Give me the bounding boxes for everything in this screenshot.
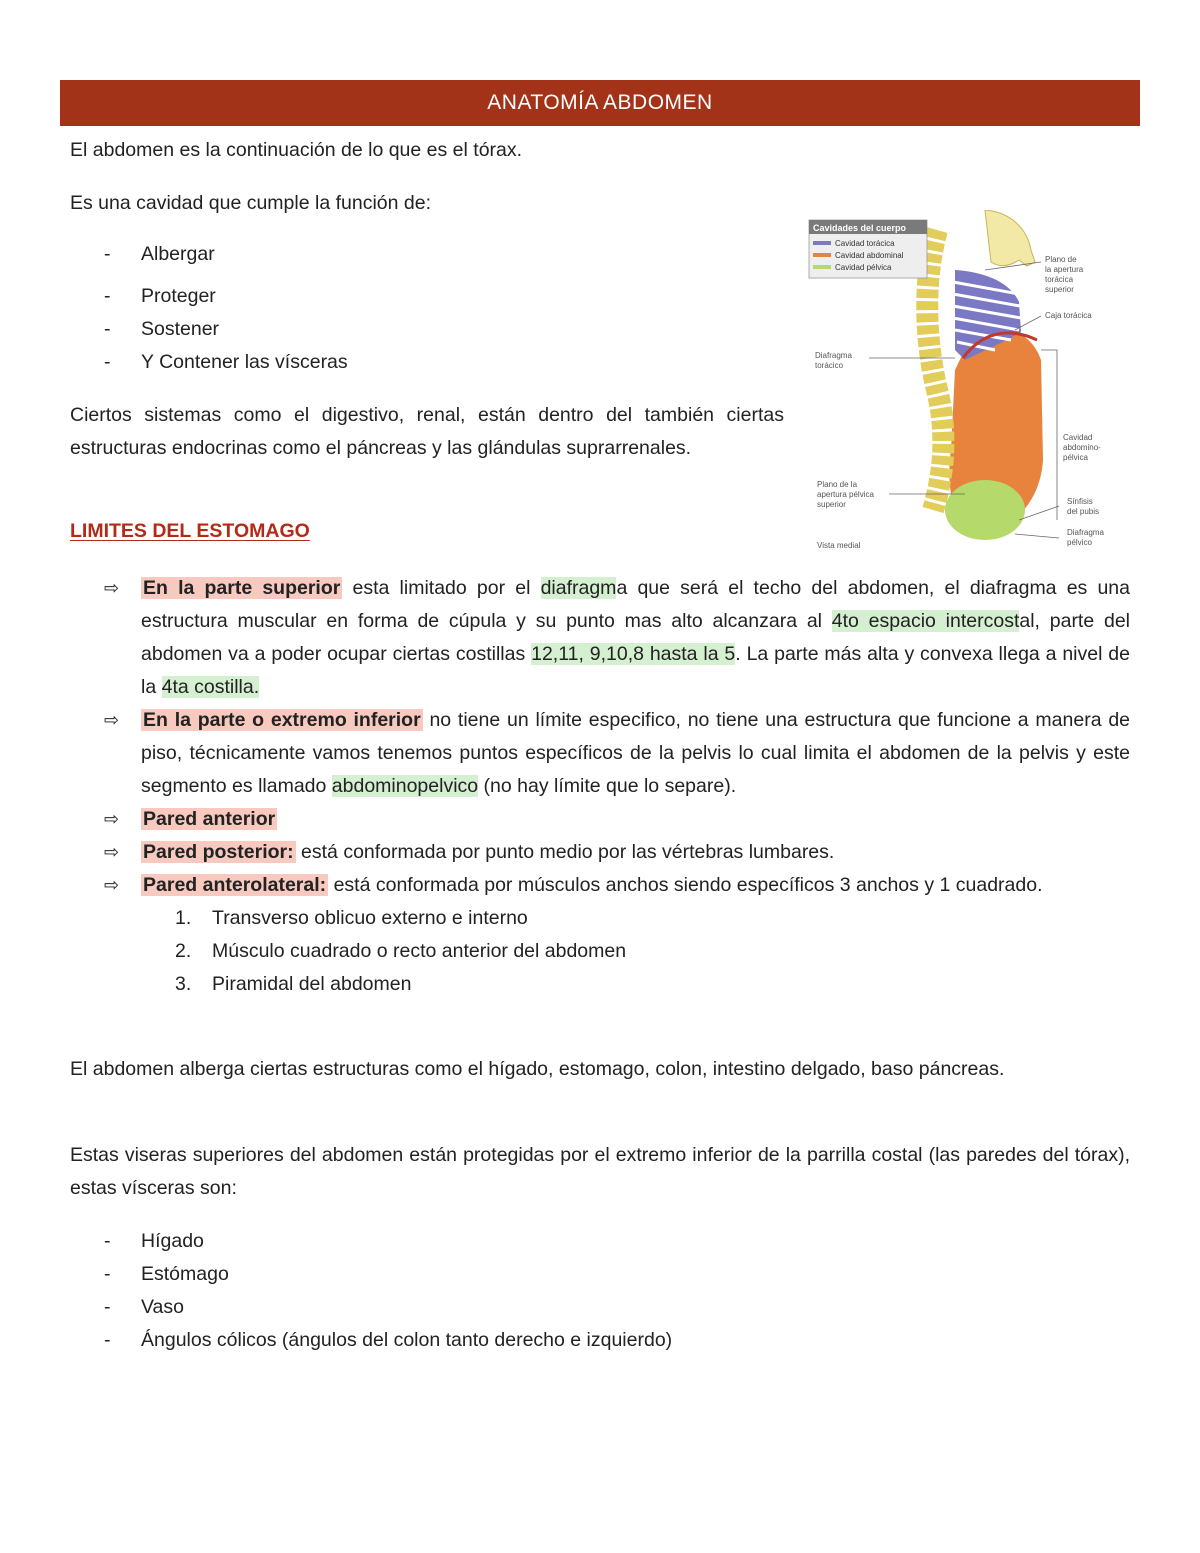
figure-label: Caja torácica (1045, 311, 1092, 320)
list-item: - Hígado (70, 1225, 672, 1258)
list-item: - Estómago (70, 1258, 672, 1291)
list-item: ⇨ En la parte superior esta limitado por el diafragma que será el techo del abdomen, el diafragma es una estructura muscular en forma de cúpula y su punto mas alto alcanzara al 4to espacio intercostal, parte del abdomen va a poder ocupar ciertas costillas 12,11, 9,10,8 hasta la 5. La parte más alta y convexa llega a nivel de la 4ta costilla. (70, 572, 1130, 704)
list-item: - Proteger (70, 280, 348, 313)
arrow-right-icon: ⇨ (104, 578, 120, 598)
arrow-right-icon: ⇨ (104, 875, 120, 895)
list-item: - Ángulos cólicos (ángulos del colon tanto derecho e izquierdo) (70, 1324, 672, 1357)
figure-label: Sínfisis (1067, 497, 1093, 506)
list-item: 1. Transverso oblicuo externo e interno (175, 907, 528, 929)
legend-swatch (813, 265, 831, 269)
figure-label: superior (1045, 285, 1074, 294)
section-heading: LIMITES DEL ESTOMAGO (70, 520, 310, 542)
list-item: ⇨ En la parte o extremo inferior no tiene un límite especifico, no tiene una estructura que funcione a manera de piso, técnicamente vamos tenemos puntos específicos de la pelvis lo cual limita el abdomen de la pelvis y este segmento es llamado abdominopelvico (no hay límite que lo separe). (70, 704, 1130, 803)
arrow-right-icon: ⇨ (104, 842, 120, 862)
figure-label: Vista medial (817, 541, 861, 550)
figure-label: Diafragma (1067, 528, 1104, 537)
figure-title: Cavidades del cuerpo (813, 223, 907, 233)
body-cavities-figure (805, 210, 1123, 558)
title-banner (60, 80, 1140, 126)
figure-label: apertura pélvica (817, 490, 874, 499)
figure-label: Cavidad (1063, 433, 1093, 442)
legend-swatch (813, 253, 831, 257)
figure-label: Plano de (1045, 255, 1077, 264)
figure-label: superior (817, 500, 846, 509)
viscera-list (70, 1225, 672, 1357)
figure-label: torácica (1045, 275, 1074, 284)
list-item: ⇨ Pared posterior: está conformada por punto medio por las vértebras lumbares. (70, 836, 1130, 869)
figure-label: torácico (815, 361, 844, 370)
list-item: 2. Músculo cuadrado o recto anterior del abdomen (175, 940, 627, 962)
legend-label: Cavidad abdominal (835, 251, 904, 260)
intro-paragraph-1: El abdomen es la continuación de lo que es el tórax. (70, 139, 523, 161)
legend-swatch (813, 241, 831, 245)
figure-label: Diafragma (815, 351, 852, 360)
list-item: - Sostener (70, 313, 348, 346)
list-item: 3. Piramidal del abdomen (175, 973, 412, 995)
outro-paragraph-2: Estas viseras superiores del abdomen están protegidas por el extremo inferior de la parrilla costal (las paredes del tórax), estas vísceras son: (70, 1144, 1130, 1199)
arrow-right-icon: ⇨ (104, 809, 120, 829)
figure-label: del pubis (1067, 507, 1100, 516)
arrow-right-icon: ⇨ (104, 710, 120, 730)
figure-label: la apertura (1045, 265, 1084, 274)
list-item: - Y Contener las vísceras (70, 346, 348, 379)
list-item: ⇨ Pared anterolateral: está conformada por músculos anchos siendo específicos 3 anchos y 1 cuadrado. 1. Transverso oblicuo externo e interno 2. Músculo cuadrado o recto anterior del abdomen 3. Piramidal del abdomen (70, 869, 1130, 1001)
figure-label: pélvico (1067, 538, 1092, 547)
figure-label: Plano de la (817, 480, 858, 489)
functions-list (70, 238, 348, 379)
intro-paragraph-3: Ciertos sistemas como el digestivo, renal, están dentro del también ciertas estructuras endocrinas como el páncreas y las glándulas suprarrenales. (70, 404, 784, 459)
list-item: - Vaso (70, 1291, 672, 1324)
limits-list (70, 572, 1130, 1001)
muscles-list (141, 902, 1130, 1001)
legend-label: Cavidad pélvica (835, 263, 892, 272)
figure-label: pélvica (1063, 453, 1088, 462)
outro-paragraph-1: El abdomen alberga ciertas estructuras como el hígado, estomago, colon, intestino delgado, baso páncreas. (70, 1058, 1005, 1080)
figure-label: abdomino- (1063, 443, 1101, 452)
legend-label: Cavidad torácica (835, 239, 895, 248)
page-title: ANATOMÍA ABDOMEN (487, 91, 713, 114)
list-item: ⇨ Pared anterior (70, 803, 1130, 836)
list-item: - Albergar (70, 238, 348, 271)
intro-paragraph-2: Es una cavidad que cumple la función de: (70, 192, 431, 214)
